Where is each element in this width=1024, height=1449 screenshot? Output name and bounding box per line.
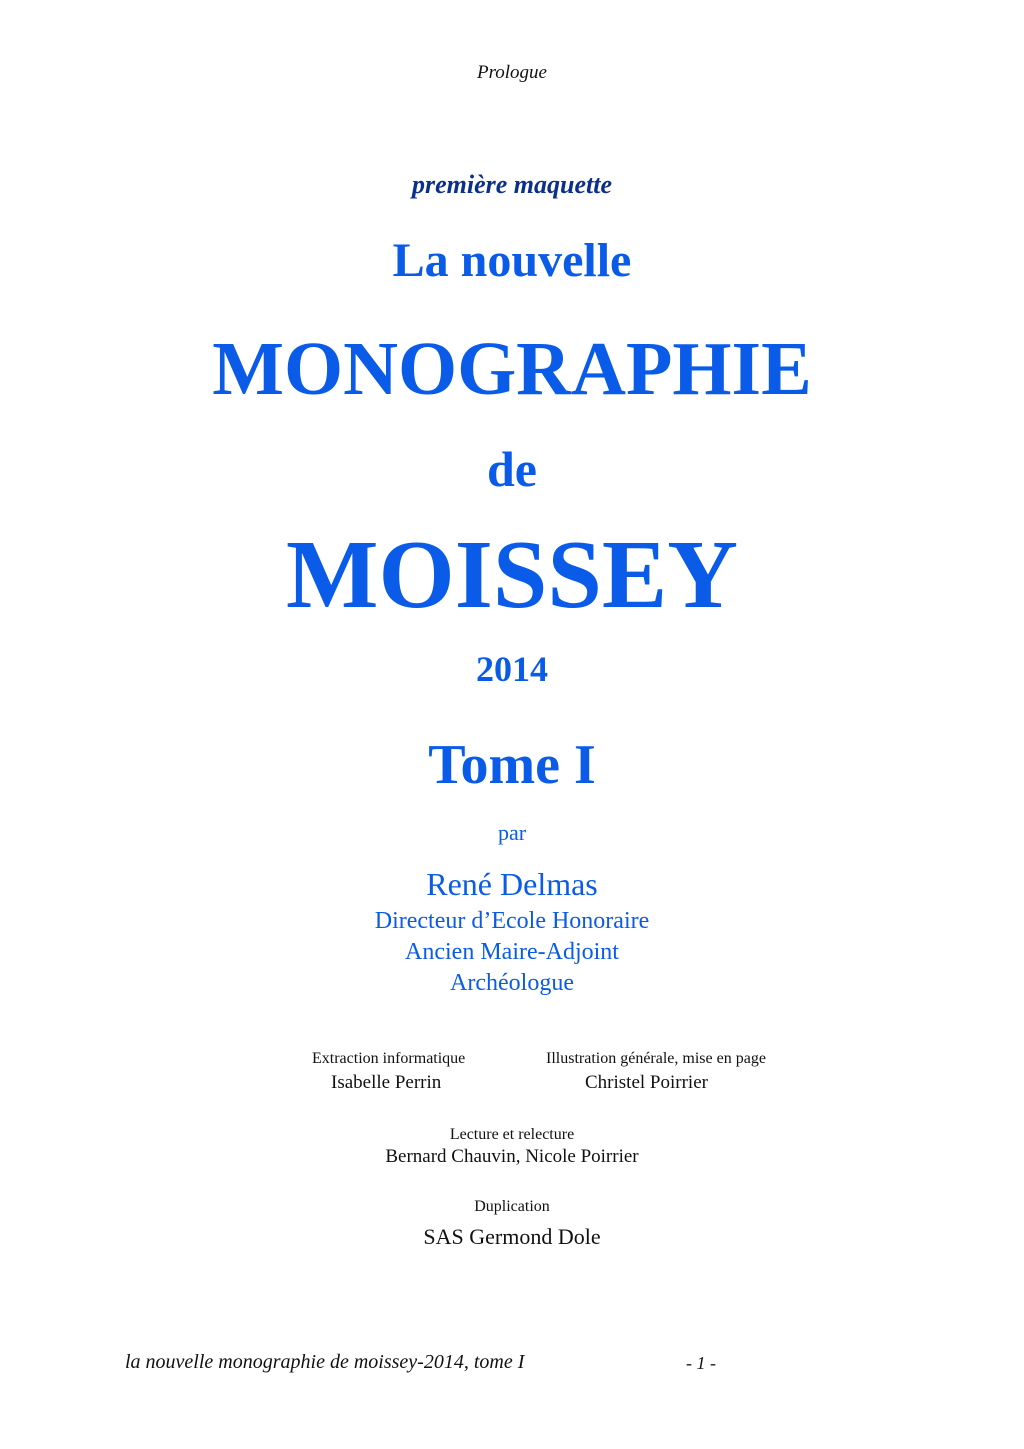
author-role: Directeur d’Ecole Honoraire (374, 908, 650, 934)
credit-reading-names: Bernard Chauvin, Nicole Poirrier (385, 1146, 639, 1167)
running-header: Prologue (476, 62, 547, 83)
title-line-moissey: MOISSEY (285, 521, 738, 629)
by-label: par (497, 820, 527, 845)
credit-duplication-name: SAS Germond Dole (423, 1224, 601, 1249)
publication-year: 2014 (476, 649, 548, 689)
title-line-monographie: MONOGRAPHIE (212, 327, 812, 411)
title-line-la-nouvelle: La nouvelle (392, 234, 632, 287)
author-role: Ancien Maire-Adjoint (405, 939, 619, 965)
footer-book-reference: la nouvelle monographie de moissey-2014, tome I (125, 1351, 525, 1373)
author-role: Archéologue (450, 970, 574, 996)
credit-illustration-name: Christel Poirrier (585, 1072, 708, 1093)
credit-reading-label: Lecture et relecture (449, 1126, 575, 1143)
credit-extraction-label: Extraction informatique (312, 1050, 466, 1067)
credit-illustration-label: Illustration générale, mise en page (546, 1050, 766, 1067)
credit-duplication-label: Duplication (474, 1198, 550, 1215)
edition-subtitle: première maquette (411, 170, 612, 199)
footer-page-number: - 1 - (686, 1353, 716, 1373)
title-line-de: de (487, 441, 537, 497)
volume-label: Tome I (428, 734, 596, 796)
author-name: René Delmas (426, 866, 598, 902)
credit-extraction-name: Isabelle Perrin (331, 1072, 442, 1093)
